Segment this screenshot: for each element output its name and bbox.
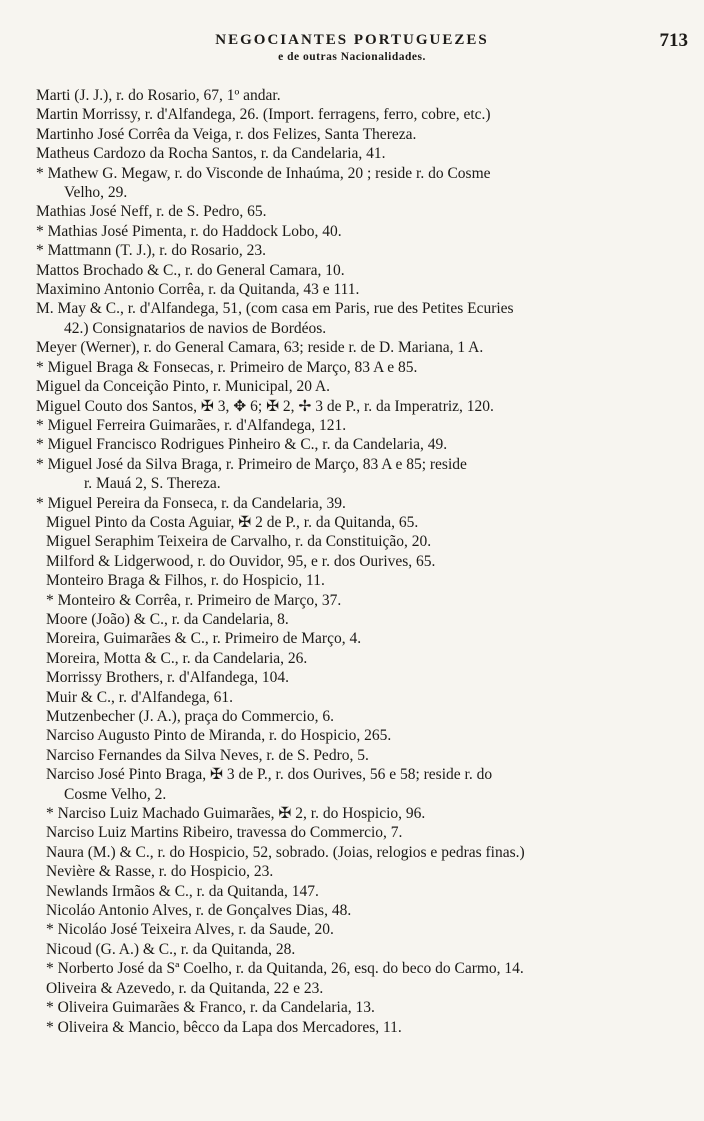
- directory-entry: Mutzenbecher (J. A.), praça do Commercio, 6.: [46, 708, 334, 725]
- directory-entry: Narciso Fernandes da Silva Neves, r. de S. Pedro, 5.: [46, 746, 369, 764]
- directory-entry: * Miguel Ferreira Guimarães, r. d'Alfandega, 121.: [36, 416, 347, 434]
- page-title: NEGOCIANTES PORTUGUEZES: [215, 32, 489, 48]
- directory-entry: Miguel Couto dos Santos, ✠ 3, ✥ 6; ✠ 2, ✢ 3 de P., r. da Imperatriz, 120.: [36, 397, 494, 415]
- directory-entry: * Norberto José da Sª Coelho, r. da Quitanda, 26, esq. do beco do Carmo, 14.: [46, 960, 524, 978]
- directory-entry: Nevière & Rasse, r. do Hospicio, 23.: [46, 863, 274, 881]
- directory-entry: Moreira, Guimarães & C., r. Primeiro de Março, 4.: [46, 630, 362, 648]
- directory-entry: Matheus Cardozo da Rocha Santos, r. da Candelaria, 41.: [36, 145, 386, 163]
- directory-entry: * Nicoláo José Teixeira Alves, r. da Saude, 20.: [46, 921, 334, 939]
- page-number: 713: [659, 30, 688, 51]
- directory-entry: M. May & C., r. d'Alfandega, 51, (com casa em Paris, rue des Petites Ecuries: [36, 300, 514, 318]
- directory-entry: Narciso Luiz Martins Ribeiro, travessa do Commercio, 7.: [46, 824, 403, 842]
- directory-entry: Martin Morrissy, r. d'Alfandega, 26. (Import. ferragens, ferro, cobre, etc.): [36, 106, 491, 124]
- directory-entry: Nicoud (G. A.) & C., r. da Quitanda, 28.: [46, 940, 296, 958]
- directory-entry: Maximino Antonio Corrêa, r. da Quitanda, 43 e 111.: [36, 281, 360, 299]
- directory-entry: Marti (J. J.), r. do Rosario, 67, 1º andar.: [36, 87, 281, 104]
- directory-entry: Milford & Lidgerwood, r. do Ouvidor, 95, e r. dos Ourives, 65.: [46, 552, 436, 570]
- directory-entry: * Miguel Francisco Rodrigues Pinheiro & C., r. da Candelaria, 49.: [36, 436, 448, 454]
- page-subtitle: e de outras Nacionalidades.: [278, 51, 426, 63]
- entry-list: [36, 86, 666, 1037]
- page-header: [0, 32, 704, 63]
- directory-entry: Miguel Pinto da Costa Aguiar, ✠ 2 de P., r. da Quitanda, 65.: [46, 513, 419, 531]
- directory-entry: Oliveira & Azevedo, r. da Quitanda, 22 e 23.: [46, 979, 324, 997]
- directory-entry: Naura (M.) & C., r. do Hospicio, 52, sobrado. (Joias, relogios e pedras finas.): [46, 843, 525, 861]
- directory-entry: Miguel Seraphim Teixeira de Carvalho, r. da Constituição, 20.: [46, 533, 432, 551]
- directory-entry: * Miguel Pereira da Fonseca, r. da Candelaria, 39.: [36, 494, 346, 512]
- directory-entry: * Narciso Luiz Machado Guimarães, ✠ 2, r. do Hospicio, 96.: [46, 805, 426, 823]
- directory-entry: Moore (João) & C., r. da Candelaria, 8.: [46, 610, 289, 628]
- directory-entry: Moreira, Motta & C., r. da Candelaria, 26.: [46, 649, 308, 667]
- directory-entry: 42.) Consignatarios de navios de Bordéos.: [64, 319, 327, 337]
- directory-entry: * Monteiro & Corrêa, r. Primeiro de Março, 37.: [46, 591, 342, 609]
- directory-entry: Muir & C., r. d'Alfandega, 61.: [46, 688, 234, 706]
- directory-entry: * Mathias José Pimenta, r. do Haddock Lobo, 40.: [36, 222, 342, 240]
- directory-entry: * Oliveira Guimarães & Franco, r. da Candelaria, 13.: [46, 999, 375, 1017]
- directory-entry: Mattos Brochado & C., r. do General Camara, 10.: [36, 261, 345, 279]
- directory-entry: * Miguel José da Silva Braga, r. Primeiro de Março, 83 A e 85; reside: [36, 455, 467, 473]
- directory-entry: Narciso José Pinto Braga, ✠ 3 de P., r. dos Ourives, 56 e 58; reside r. do: [46, 766, 493, 784]
- directory-entry: Meyer (Werner), r. do General Camara, 63; reside r. de D. Mariana, 1 A.: [36, 339, 484, 357]
- directory-entry: * Oliveira & Mancio, bêcco da Lapa dos Mercadores, 11.: [46, 1018, 402, 1036]
- directory-entry: * Mattmann (T. J.), r. do Rosario, 23.: [36, 242, 267, 260]
- directory-entry: Monteiro Braga & Filhos, r. do Hospicio, 11.: [46, 572, 325, 590]
- directory-entry: Newlands Irmãos & C., r. da Quitanda, 147.: [46, 882, 319, 900]
- directory-entry: r. Mauá 2, S. Thereza.: [84, 475, 221, 493]
- directory-entry: Nicoláo Antonio Alves, r. de Gonçalves Dias, 48.: [46, 902, 352, 920]
- directory-entry: Mathias José Neff, r. de S. Pedro, 65.: [36, 203, 267, 221]
- directory-entry: * Mathew G. Megaw, r. do Visconde de Inhaúma, 20 ; reside r. do Cosme: [36, 164, 491, 182]
- directory-entry: Morrissy Brothers, r. d'Alfandega, 104.: [46, 669, 290, 687]
- directory-entry: Velho, 29.: [64, 184, 128, 202]
- directory-entry: Martinho José Corrêa da Veiga, r. dos Felizes, Santa Thereza.: [36, 125, 417, 143]
- directory-entry: Miguel da Conceição Pinto, r. Municipal, 20 A.: [36, 378, 331, 396]
- directory-entry: Cosme Velho, 2.: [64, 785, 167, 803]
- directory-entry: * Miguel Braga & Fonsecas, r. Primeiro de Março, 83 A e 85.: [36, 358, 418, 376]
- directory-entry: Narciso Augusto Pinto de Miranda, r. do Hospicio, 265.: [46, 727, 392, 745]
